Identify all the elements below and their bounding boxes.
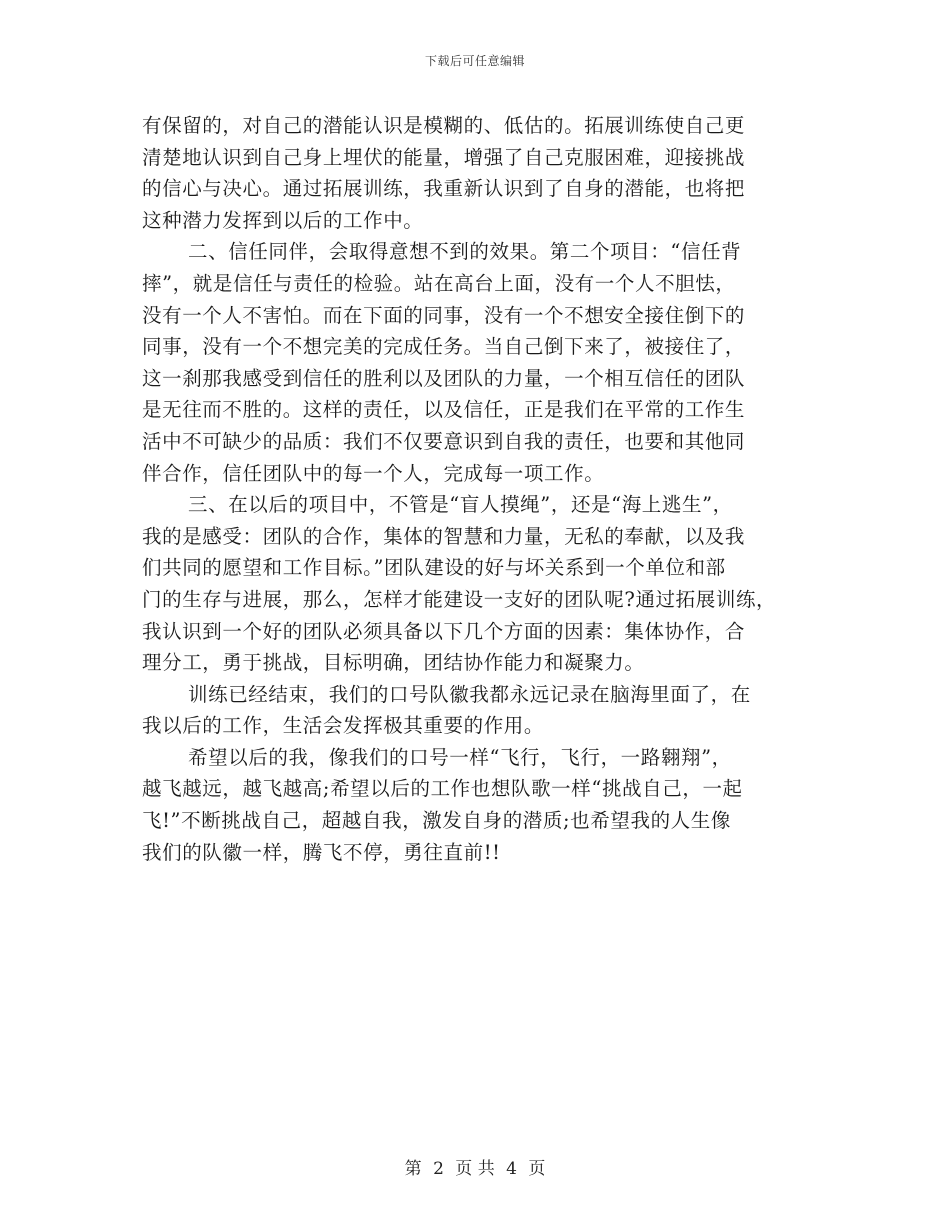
footer-suffix: 页 (528, 1159, 546, 1179)
paragraph-line: 伴合作，信任团队中的每一个人，完成每一项工作。 (142, 461, 605, 485)
paragraph-line: 们共同的愿望和工作目标。”团队建设的好与坏关系到一个单位和部 (142, 556, 726, 580)
paragraph-line: 希望以后的我，像我们的口号一样“飞行，飞行，一路翱翔”， (188, 745, 732, 769)
paragraph-line: 有保留的，对自己的潜能认识是模糊的、低估的。拓展训练使自己更 (142, 114, 746, 137)
paragraph-line: 清楚地认识到自己身上埋伏的能量，增强了自己克服困难，迎接挑战 (142, 145, 746, 169)
paragraph-line: 我的是感受：团队的合作，集体的智慧和力量，无私的奉献，以及我 (142, 524, 746, 548)
paragraph-line: 是无往而不胜的。这样的责任，以及信任，正是我们在平常的工作生 (142, 398, 746, 422)
paragraph-line: 摔”，就是信任与责任的检验。站在高台上面，没有一个人不胆怯， (142, 271, 736, 295)
paragraph-line: 飞!”不断挑战自己，超越自我，激发自身的潜质;也希望我的人生像 (142, 809, 731, 833)
paragraph-line: 我们的队徽一样，腾飞不停，勇往直前!! (142, 840, 501, 864)
paragraph-line: 理分工，勇于挑战，目标明确，团结协作能力和凝聚力。 (142, 651, 645, 675)
current-page-number: 2 (433, 1159, 444, 1179)
paragraph-line: 我以后的工作，生活会发挥极其重要的作用。 (142, 714, 545, 738)
footer-prefix: 第 (404, 1159, 422, 1179)
paragraph-line: 同事，没有一个不想完美的完成任务。当自己倒下来了，被接住了， (142, 335, 746, 359)
paragraph-line: 门的生存与进展，那么，怎样才能建设一支好的团队呢?通过拓展训练， (142, 587, 777, 611)
paragraph-line: 越飞越远，越飞越高;希望以后的工作也想队歌一样“挑战自己，一起 (142, 777, 743, 801)
paragraph-line: 我认识到一个好的团队必须具备以下几个方面的因素：集体协作，合 (142, 619, 746, 643)
page-header: 下载后可任意编辑 (424, 54, 525, 68)
paragraph-line: 的信心与决心。通过拓展训练，我重新认识到了自身的潜能，也将把 (142, 177, 746, 201)
paragraph-line: 训练已经结束，我们的口号队徽我都永远记录在脑海里面了，在 (188, 682, 751, 706)
footer-middle: 页 共 (455, 1159, 495, 1179)
paragraph-line: 二、信任同伴，会取得意想不到的效果。第二个项目：“信任背 (188, 240, 742, 264)
paragraph-line: 这种潜力发挥到以后的工作中。 (142, 208, 424, 232)
paragraph-line: 三、在以后的项目中，不管是“盲人摸绳”，还是“海上逃生”， (188, 493, 733, 517)
paragraph-line: 没有一个人不害怕。而在下面的同事，没有一个不想安全接住倒下的 (142, 303, 746, 327)
document-body (142, 110, 812, 868)
paragraph-line: 这一刹那我感受到信任的胜利以及团队的力量，一个相互信任的团队 (142, 366, 746, 390)
paragraph-line: 活中不可缺少的品质：我们不仅要意识到自我的责任，也要和其他同 (142, 429, 746, 453)
total-page-number: 4 (506, 1159, 517, 1179)
page-footer (0, 1154, 950, 1179)
